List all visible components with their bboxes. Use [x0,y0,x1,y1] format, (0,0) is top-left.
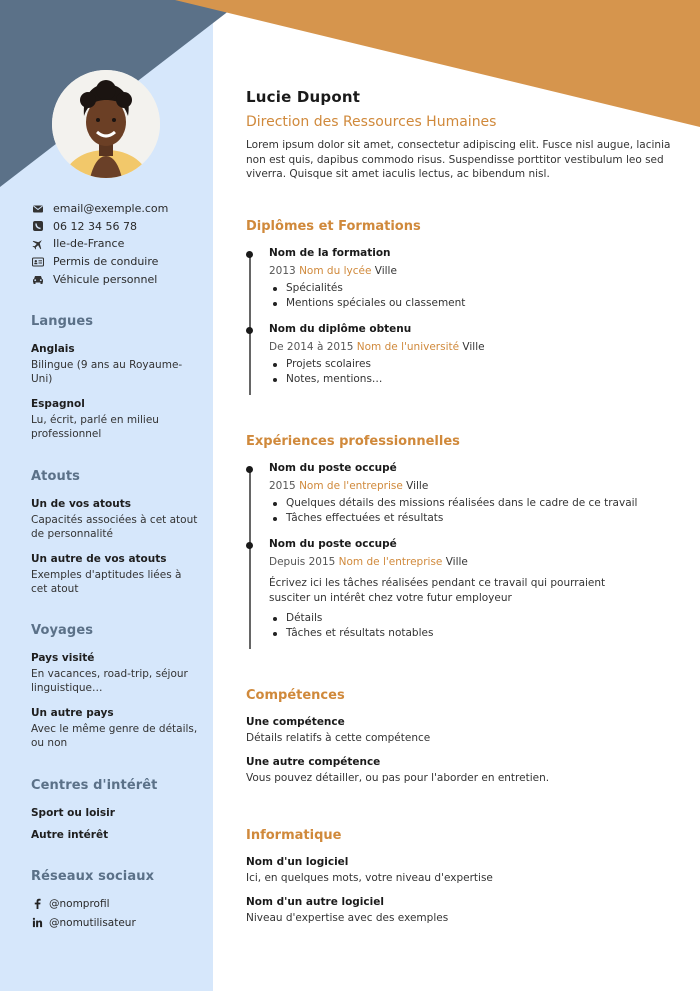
contact-location: Ile-de-France [31,235,206,253]
interest-item: Autre intérêt [31,829,109,841]
interests-section [31,778,201,851]
software-detail: Niveau d'expertise avec des exemples [246,912,449,924]
id-card-icon [31,255,45,269]
language-name: Anglais [31,343,75,355]
facebook-icon [31,898,43,910]
software-detail: Ici, en quelques mots, votre niveau d'expertise [246,872,493,884]
phone-icon [31,219,45,233]
asset-name: Un de vos atouts [31,498,131,510]
entry-title: Nom de la formation [269,247,391,259]
entry-meta [269,556,676,568]
entry-description: Écrivez ici les tâches réalisées pendant ce travail qui pourraient susciter un intérêt chez votre futur employeur [269,577,606,604]
asset-detail: Capacités associées à cet atout de personnalité [31,514,198,540]
assets-section [31,469,201,608]
entry-date: 2015 [269,480,296,492]
entry-title: Nom du poste occupé [269,462,397,474]
skill-detail: Vous pouvez détailler, ou pas pour l'aborder en entretien. [246,772,550,784]
language-detail: Lu, écrit, parlé en milieu professionnel [31,414,159,440]
job-title: Direction des Ressources Humaines [246,114,497,130]
entry-meta [269,480,676,492]
software-name: Nom d'un autre logiciel [246,896,384,908]
bullet-item: Spécialités [269,281,676,296]
asset-name: Un autre de vos atouts [31,553,167,565]
contact-email[interactable]: email@exemple.com [31,200,206,218]
travel-name: Pays visité [31,652,95,664]
assets-title: Atouts [31,469,81,484]
entry-org: Nom de l'entreprise [338,556,443,568]
timeline-dot [246,327,253,334]
interests-title: Centres d'intérêt [31,778,158,793]
social-linkedin[interactable]: @nomutilisateur [31,913,201,932]
bullet-item: Tâches effectuées et résultats [269,511,676,526]
education-entry [246,323,676,387]
language-detail: Bilingue (9 ans au Royaume-Uni) [31,359,183,385]
timeline-dot [246,542,253,549]
language-name: Espagnol [31,398,85,410]
skill-detail: Détails relatifs à cette compétence [246,732,431,744]
skill-name: Une compétence [246,716,345,728]
entry-city: Ville [462,341,485,353]
social-section [31,869,201,932]
timeline-dot [246,251,253,258]
travel-title: Voyages [31,623,94,638]
languages-title: Langues [31,314,94,329]
skills-list [246,716,676,796]
entry-city: Ville [406,480,429,492]
social-title: Réseaux sociaux [31,869,155,884]
profile-photo [52,70,160,178]
bullet-item: Tâches et résultats notables [269,626,676,641]
candidate-name: Lucie Dupont [246,88,361,106]
software-list [246,856,676,936]
entry-date: De 2014 à 2015 [269,341,354,353]
contact-list [31,200,206,288]
envelope-icon [31,202,45,216]
travel-name: Un autre pays [31,707,114,719]
contact-license: Permis de conduire [31,253,206,271]
entry-city: Ville [374,265,397,277]
plane-icon [31,237,45,251]
experience-entry [246,538,676,641]
experience-entry [246,462,676,526]
software-title: Informatique [246,828,342,843]
bullet-item: Notes, mentions… [269,372,676,387]
timeline-dot [246,466,253,473]
experience-timeline [246,462,676,641]
bullet-item: Projets scolaires [269,357,676,372]
education-timeline [246,247,676,387]
entry-org: Nom de l'université [356,341,460,353]
experience-title: Expériences professionnelles [246,434,460,449]
entry-title: Nom du diplôme obtenu [269,323,412,335]
contact-phone[interactable]: 06 12 34 56 78 [31,218,206,236]
travel-detail: En vacances, road-trip, séjour linguistique… [31,668,188,694]
contact-vehicle: Véhicule personnel [31,270,206,288]
education-title: Diplômes et Formations [246,219,421,234]
linkedin-icon [31,917,43,929]
skill-name: Une autre compétence [246,756,381,768]
entry-org: Nom de l'entreprise [299,480,403,492]
entry-date: 2013 [269,265,296,277]
entry-bullets [269,281,676,311]
car-icon [31,272,45,286]
software-name: Nom d'un logiciel [246,856,349,868]
social-facebook[interactable]: @nomprofil [31,894,201,913]
entry-meta [269,265,676,277]
intro-text: Lorem ipsum dolor sit amet, consectetur adipiscing elit. Fusce nisl augue, lacinia non est quis, dapibus commodo risus. Suspendisse porttitor vestibulum leo sed viverra. Quisque sit amet iaculis lectus, ac bibendum nisl. [246,139,671,180]
skills-title: Compétences [246,688,345,703]
interest-item: Sport ou loisir [31,807,115,819]
entry-bullets [269,611,676,641]
entry-org: Nom du lycée [299,265,372,277]
travel-detail: Avec le même genre de détails, ou non [31,723,198,749]
entry-title: Nom du poste occupé [269,538,397,550]
entry-city: Ville [445,556,468,568]
entry-bullets [269,496,676,526]
entry-meta [269,341,676,353]
bullet-item: Mentions spéciales ou classement [269,296,676,311]
education-entry [246,247,676,311]
asset-detail: Exemples d'aptitudes liées à cet atout [31,569,182,595]
bullet-item: Quelques détails des missions réalisées dans le cadre de ce travail [269,496,676,511]
travel-section [31,623,201,762]
entry-date: Depuis 2015 [269,556,336,568]
languages-section [31,314,201,453]
bullet-item: Détails [269,611,676,626]
entry-bullets [269,357,676,387]
